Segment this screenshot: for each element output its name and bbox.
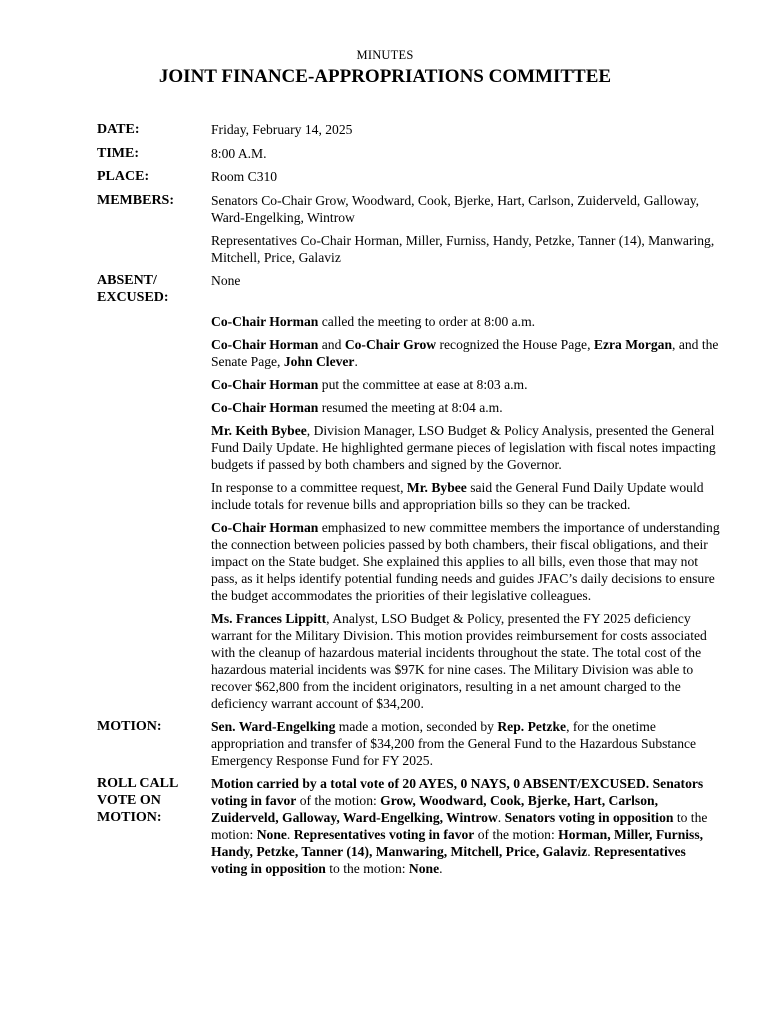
motion-row [97,718,722,769]
date-row [97,121,722,138]
speaker-name: Co-Chair Horman [211,336,319,352]
representatives-in-favor-label: Representatives voting in favor [293,827,475,842]
speaker-name: Co-Chair Horman [211,399,319,415]
paragraph-text: , Division Manager, LSO Budget & Policy Analysis, presented the General Fund Daily Update. He highlighted germane pieces of legislation with fiscal notes impacting budgets if passed by both chambers and signed by the Governor. [211,422,716,472]
time-row [97,145,722,162]
speaker-name: Co-Chair Horman [211,519,319,535]
absent-label [97,272,211,306]
proceeding-paragraph-call-to-order [211,313,722,330]
roll-call-label-line-2: VOTE ON [97,793,161,808]
time-value: 8:00 A.M. [211,145,267,161]
roll-call-text-part: to the motion: [325,861,409,876]
motion-text [211,718,722,769]
senators-opposed-label: Senators voting in opposition [504,810,674,825]
members-row [97,192,722,266]
representatives-opposed-names: None [408,861,440,876]
roll-call-text [211,775,722,877]
members-value [211,192,722,266]
roll-call-label [97,775,211,826]
roll-call-text-part: of the motion: [296,793,381,808]
mover-name: Sen. Ward-Engelking [211,718,336,734]
place-row [97,168,722,185]
senators-opposed-names: None [256,827,287,842]
date-label: DATE: [97,122,140,137]
absent-row [97,272,722,306]
absent-value: None [211,273,241,288]
speaker-name: Ms. Frances Lippitt [211,610,327,626]
roll-call-label-line-1: ROLL CALL [97,776,179,791]
proceeding-paragraph-resumed [211,399,722,416]
proceeding-paragraph-emphasis [211,519,722,604]
paragraph-text: recognized the House Page, [436,336,594,352]
speaker-name: Mr. Bybee [406,479,467,495]
proceeding-paragraph-at-ease [211,376,722,393]
paragraph-text: . [354,353,358,369]
absent-label-line-1: ABSENT/ [97,273,157,288]
speaker-name: Mr. Keith Bybee [211,422,307,438]
roll-call-text-part: . [439,861,443,876]
roll-call-label-line-3: MOTION: [97,810,162,825]
members-representatives: Representatives Co-Chair Horman, Miller, Furniss, Handy, Petzke, Tanner (14), Manwaring, Mitchell, Price, Galaviz [211,232,715,265]
house-page-name: Ezra Morgan [593,336,673,352]
paragraph-text: resumed the meeting at 8:04 a.m. [318,399,503,415]
senators-in-favor-label: Senators voting in favor [211,776,704,808]
representatives-opposed-label: Representatives voting in opposition [211,844,686,876]
members-senators: Senators Co-Chair Grow, Woodward, Cook, Bjerke, Hart, Carlson, Zuiderveld, Galloway, Ward-Engelking, Wintrow [211,192,700,225]
roll-call-text-part: . [286,827,294,842]
members-label: MEMBERS: [97,192,174,208]
time-label: TIME: [97,145,139,161]
proceeding-paragraph-pages [211,336,722,370]
paragraph-text: put the committee at ease at 8:03 a.m. [318,376,528,392]
minutes-body [97,121,722,877]
roll-call-text-part: . [497,810,505,825]
committee-title: JOINT FINANCE-APPROPRIATIONS COMMITTEE [158,66,612,87]
paragraph-text: said the General Fund Daily Update would include totals for revenue bills and appropriation bills so they can be tracked. [211,479,704,512]
proceedings [211,313,722,718]
senate-page-name: John Clever [283,353,355,369]
motion-label: MOTION: [97,718,162,734]
place-label: PLACE: [97,169,150,184]
seconder-name: Rep. Petzke [497,718,567,734]
roll-call-text-part: . [587,844,594,859]
roll-call-text-part: to the motion: [211,810,708,842]
speaker-name: Co-Chair Horman [211,313,319,329]
paragraph-text: and [318,336,345,352]
roll-call-row [97,775,722,877]
motion-text-part: , for the onetime appropriation and transfer of $34,200 from the General Fund to the Hazardous Substance Emergency Response Fund for FY 2025. [211,718,697,768]
document-type: MINUTES [356,48,414,62]
proceeding-paragraph-committee-request [211,479,722,513]
date-value: Friday, February 14, 2025 [211,122,353,137]
roll-call-text-part: of the motion: [474,827,559,842]
representatives-in-favor-names: Horman, Miller, Furniss, Handy, Petzke, Tanner (14), Manwaring, Mitchell, Price, Galaviz [211,827,704,859]
paragraph-text: In response to a committee request, [211,479,407,495]
proceeding-paragraph-daily-update [211,422,722,473]
absent-label-line-2: EXCUSED: [97,290,169,305]
paragraph-text: emphasized to new committee members the importance of understanding the connection between policies passed by both chambers, their fiscal obligations, and their impact on the State budget. She explained this applies to all bills, even those that may not pass, as it helps identify potential funding needs and guides JFAC’s daily decisions to ensure the budget accommodates the priorities of their legislative colleagues. [211,519,720,603]
proceedings-row [97,313,722,718]
place-value: Room C310 [211,169,278,184]
vote-result: Motion carried by a total vote of 20 AYES, 0 NAYS, 0 ABSENT/EXCUSED. [211,776,650,791]
speaker-name: Co-Chair Horman [211,376,319,392]
proceeding-paragraph-deficiency-warrant [211,610,722,712]
paragraph-text: , Analyst, LSO Budget & Policy, presented the FY 2025 deficiency warrant for the Military Division. This motion provides reimbursement for costs associated with the cleanup of hazardous material incidents throughout the state. The total cost of the hazardous material incidents was $97K for nine cases. The Military Division was able to recover $62,800 from the incident originators, resulting in a net amount charged to the deficiency warrant account of $34,200. [211,610,707,711]
motion-text-part: made a motion, seconded by [335,718,498,734]
paragraph-text: , and the Senate Page, [211,336,719,369]
speaker-name: Co-Chair Grow [344,336,437,352]
senators-in-favor-names: Grow, Woodward, Cook, Bjerke, Hart, Carlson, Zuiderveld, Galloway, Ward-Engelking, Wintrow [211,793,658,825]
paragraph-text: called the meeting to order at 8:00 a.m. [318,313,536,329]
